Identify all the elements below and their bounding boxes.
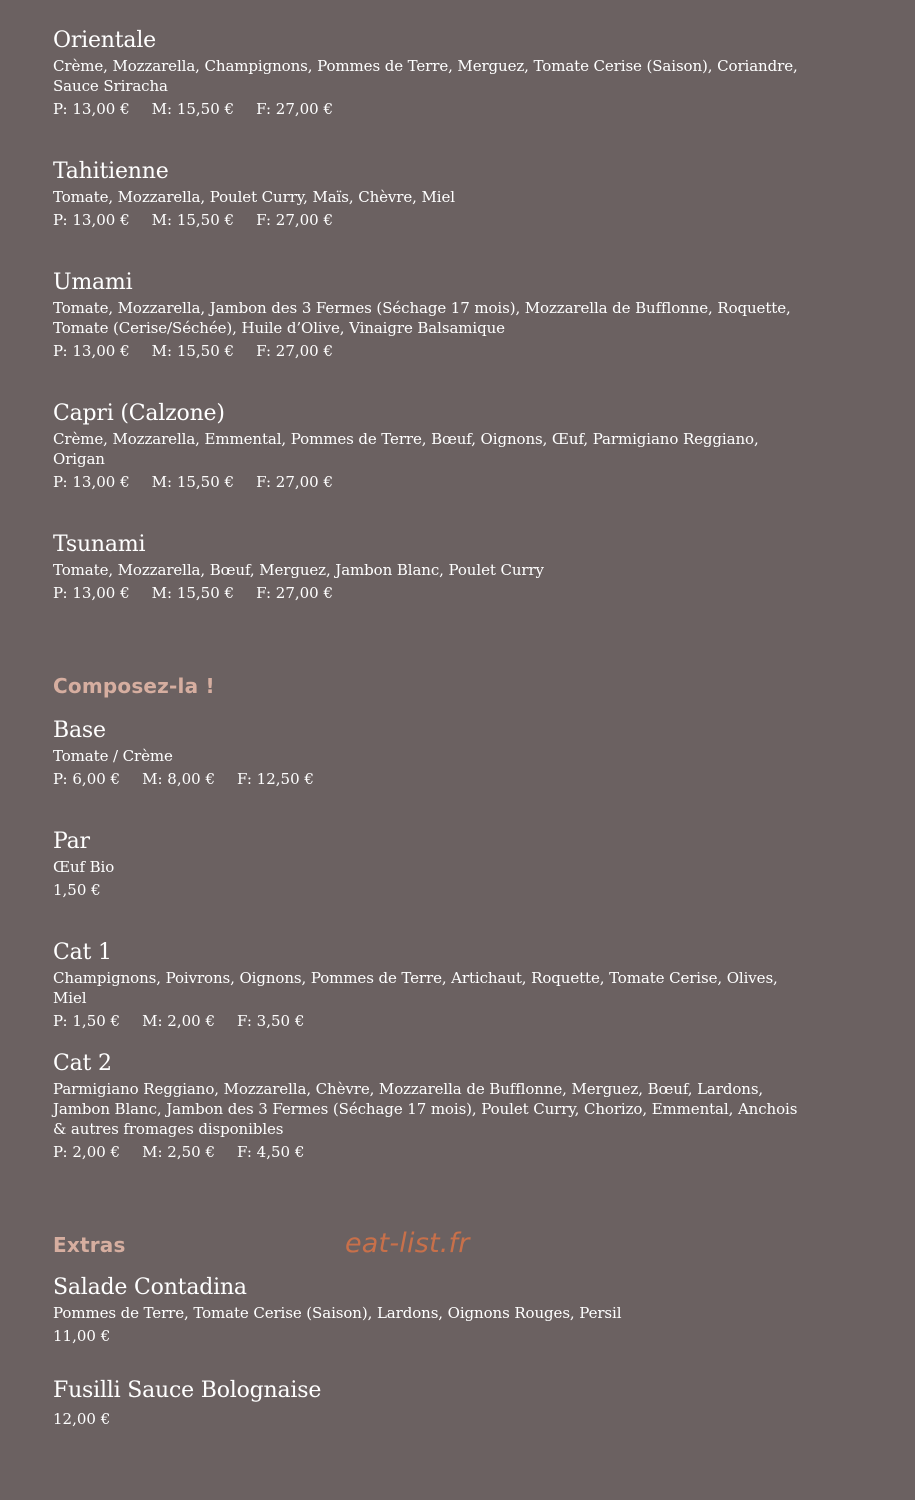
price-small: P: 13,00 € bbox=[53, 473, 130, 491]
menu-item bbox=[53, 1273, 813, 1376]
price-small: P: 13,00 € bbox=[53, 211, 130, 229]
item-description: Tomate, Mozzarella, Poulet Curry, Maïs, Chèvre, Miel bbox=[53, 188, 455, 206]
price-medium: M: 15,50 € bbox=[151, 473, 235, 491]
price-large: F: 3,50 € bbox=[236, 1012, 305, 1030]
menu-item bbox=[53, 399, 813, 530]
item-description: Œuf Bio bbox=[53, 858, 115, 876]
item-prices bbox=[53, 1409, 813, 1429]
price-small: P: 2,00 € bbox=[53, 1143, 121, 1161]
menu-item bbox=[53, 530, 813, 672]
section-title-compose: Composez-la ! bbox=[53, 674, 215, 698]
price-small: P: 1,50 € bbox=[53, 1012, 121, 1030]
item-name: Fusilli Sauce Bolognaise bbox=[53, 1378, 322, 1403]
menu-item bbox=[53, 268, 813, 399]
menu-content bbox=[53, 26, 813, 1436]
item-name: Tahitienne bbox=[53, 159, 169, 184]
price: 12,00 € bbox=[53, 1410, 111, 1428]
item-prices bbox=[53, 1326, 813, 1346]
menu-item bbox=[53, 26, 813, 157]
item-name: Par bbox=[53, 829, 90, 854]
item-name: Salade Contadina bbox=[53, 1275, 247, 1300]
price-medium: M: 15,50 € bbox=[151, 342, 235, 360]
menu-item bbox=[53, 1049, 813, 1231]
price-small: P: 13,00 € bbox=[53, 100, 130, 118]
section-title-extras: Extras bbox=[53, 1233, 126, 1257]
item-prices bbox=[53, 472, 813, 492]
item-prices bbox=[53, 210, 813, 230]
price-small: P: 13,00 € bbox=[53, 584, 130, 602]
item-name: Orientale bbox=[53, 28, 156, 53]
watermark: eat-list.fr bbox=[345, 1228, 470, 1259]
price-large: F: 4,50 € bbox=[236, 1143, 305, 1161]
price-large: F: 27,00 € bbox=[256, 473, 334, 491]
item-name: Cat 2 bbox=[53, 1051, 112, 1076]
menu-item bbox=[53, 716, 813, 827]
price-large: F: 27,00 € bbox=[256, 584, 334, 602]
item-name: Tsunami bbox=[53, 532, 146, 557]
price-medium: M: 2,00 € bbox=[142, 1012, 215, 1030]
menu-item bbox=[53, 157, 813, 268]
item-name: Cat 1 bbox=[53, 940, 112, 965]
item-prices bbox=[53, 1142, 813, 1162]
item-prices bbox=[53, 769, 813, 789]
item-prices bbox=[53, 1011, 813, 1031]
item-description: Champignons, Poivrons, Oignons, Pommes de Terre, Artichaut, Roquette, Tomate Cerise, Olives, Miel bbox=[53, 969, 778, 1007]
price: 11,00 € bbox=[53, 1327, 111, 1345]
item-prices bbox=[53, 99, 813, 119]
price-medium: M: 15,50 € bbox=[151, 211, 235, 229]
menu-item bbox=[53, 938, 813, 1049]
price-medium: M: 15,50 € bbox=[151, 584, 235, 602]
item-description: Crème, Mozzarella, Emmental, Pommes de Terre, Bœuf, Oignons, Œuf, Parmigiano Reggiano, Origan bbox=[53, 430, 759, 468]
item-description: Pommes de Terre, Tomate Cerise (Saison), Lardons, Oignons Rouges, Persil bbox=[53, 1304, 622, 1322]
price-large: F: 12,50 € bbox=[236, 770, 314, 788]
price-medium: M: 8,00 € bbox=[142, 770, 215, 788]
item-name: Capri (Calzone) bbox=[53, 401, 225, 426]
item-description: Parmigiano Reggiano, Mozzarella, Chèvre, Mozzarella de Bufflonne, Merguez, Bœuf, Lardons, Jambon Blanc, Jambon des 3 Fermes (Séchage 17 mois), Poulet Curry, Chorizo, Emmental, Anchois & autres fromages disponibles bbox=[53, 1080, 798, 1138]
price: 1,50 € bbox=[53, 881, 101, 899]
item-description: Crème, Mozzarella, Champignons, Pommes de Terre, Merguez, Tomate Cerise (Saison), Coriandre, Sauce Sriracha bbox=[53, 57, 798, 95]
price-medium: M: 15,50 € bbox=[151, 100, 235, 118]
menu-item bbox=[53, 827, 813, 938]
item-description: Tomate, Mozzarella, Bœuf, Merguez, Jambon Blanc, Poulet Curry bbox=[53, 561, 544, 579]
item-prices bbox=[53, 880, 813, 900]
item-description: Tomate / Crème bbox=[53, 747, 173, 765]
item-prices bbox=[53, 341, 813, 361]
price-large: F: 27,00 € bbox=[256, 342, 334, 360]
price-medium: M: 2,50 € bbox=[142, 1143, 215, 1161]
item-name: Base bbox=[53, 718, 106, 743]
price-small: P: 13,00 € bbox=[53, 342, 130, 360]
item-description: Tomate, Mozzarella, Jambon des 3 Fermes (Séchage 17 mois), Mozzarella de Bufflonne, Roquette, Tomate (Cerise/Séchée), Huile d’Olive, Vinaigre Balsamique bbox=[53, 299, 791, 337]
price-large: F: 27,00 € bbox=[256, 211, 334, 229]
price-large: F: 27,00 € bbox=[256, 100, 334, 118]
item-prices bbox=[53, 583, 813, 603]
price-small: P: 6,00 € bbox=[53, 770, 121, 788]
menu-item bbox=[53, 1376, 813, 1436]
item-name: Umami bbox=[53, 270, 133, 295]
